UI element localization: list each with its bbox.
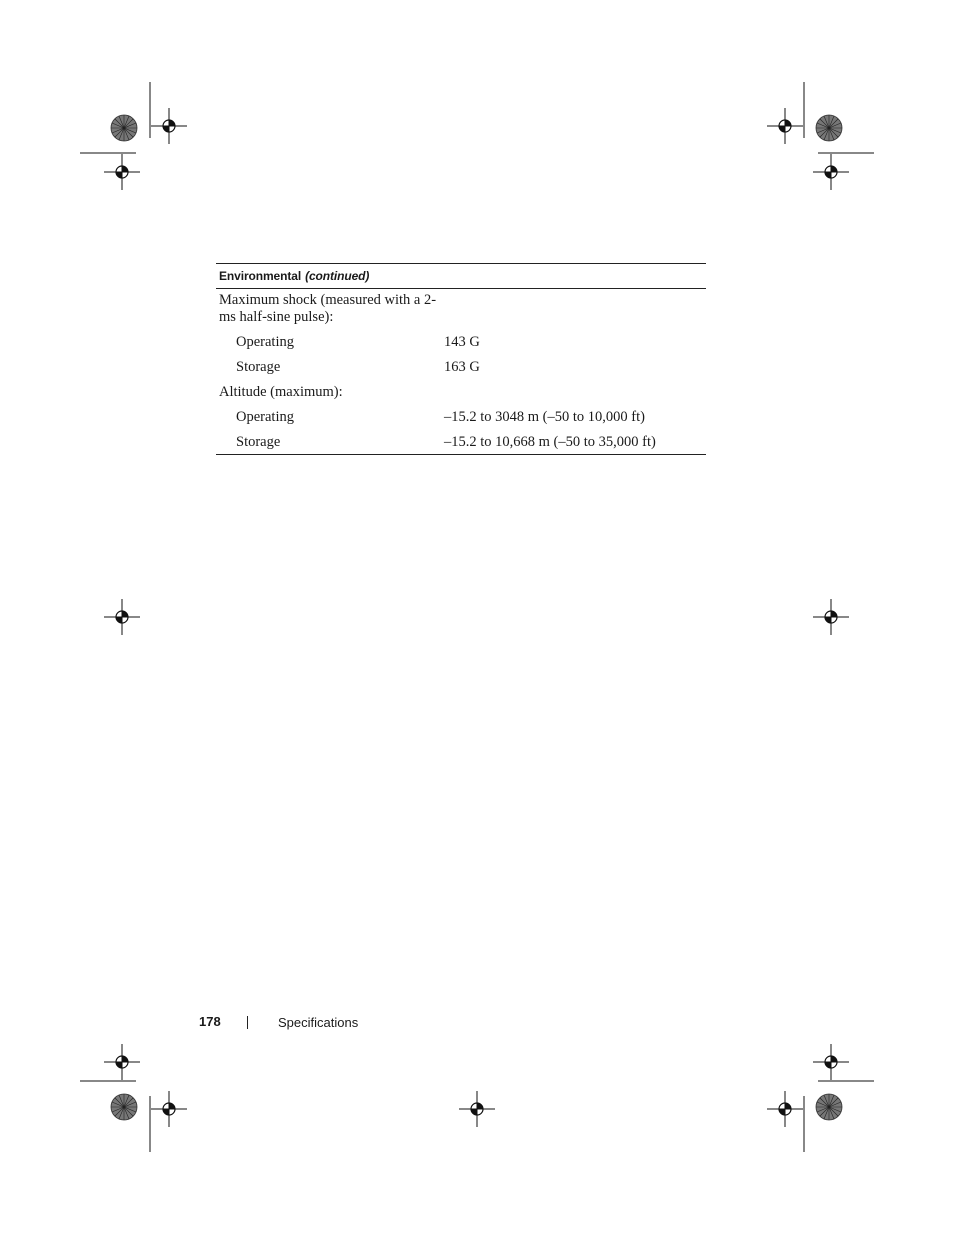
- color-star-target-icon: [816, 1094, 842, 1120]
- footer-separator: [247, 1016, 248, 1029]
- environmental-spec-table: [216, 263, 706, 455]
- row-label: Maximum shock (measured with a 2-ms half-sine pulse):: [219, 292, 437, 325]
- registration-target-icon: [767, 108, 803, 144]
- registration-target-icon: [151, 1091, 187, 1127]
- registration-target-icon: [104, 154, 140, 190]
- color-star-target-icon: [816, 115, 842, 141]
- row-label: Storage: [236, 434, 281, 450]
- table-heading-suffix: (continued): [305, 269, 370, 283]
- page-number: 178: [199, 1014, 221, 1029]
- row-label: Storage: [236, 359, 281, 375]
- color-star-target-icon: [111, 115, 137, 141]
- color-star-target-icon: [111, 1094, 137, 1120]
- row-label: Operating: [236, 334, 294, 350]
- table-row: [216, 409, 706, 426]
- footer-section-title: Specifications: [278, 1015, 359, 1030]
- table-body: [216, 289, 706, 454]
- row-value: –15.2 to 10,668 m (–50 to 35,000 ft): [444, 434, 656, 450]
- crop-marks: [80, 82, 874, 1152]
- table-row: [216, 384, 706, 401]
- row-value: 143 G: [444, 334, 480, 350]
- row-label: Operating: [236, 409, 294, 425]
- registration-target-icon: [813, 1044, 849, 1080]
- registration-target-icon: [104, 1044, 140, 1080]
- row-value: [441, 292, 706, 326]
- table-row: [216, 359, 706, 376]
- table-heading-title: Environmental: [219, 269, 302, 283]
- registration-target-icon: [459, 1091, 495, 1127]
- row-value: [441, 384, 706, 401]
- table-row: [216, 434, 706, 451]
- registration-target-icon: [104, 599, 140, 635]
- registration-target-icon: [813, 154, 849, 190]
- table-row: [216, 334, 706, 351]
- table-row: [216, 292, 706, 326]
- registration-target-icon: [151, 108, 187, 144]
- row-label: Altitude (maximum):: [219, 384, 343, 400]
- row-value: 163 G: [444, 359, 480, 375]
- table-heading: [216, 264, 706, 289]
- row-value: –15.2 to 3048 m (–50 to 10,000 ft): [444, 409, 645, 425]
- registration-target-icon: [767, 1091, 803, 1127]
- registration-target-icon: [813, 599, 849, 635]
